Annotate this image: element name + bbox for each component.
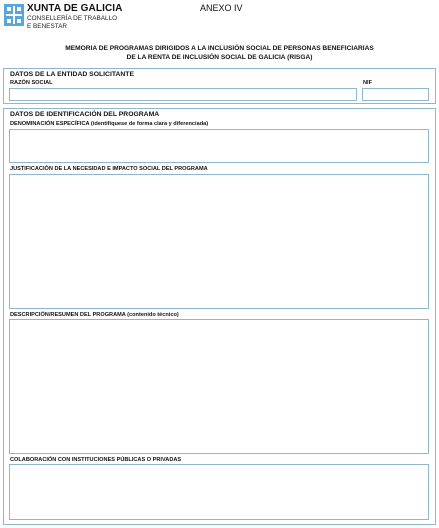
document-title-line-2: DE LA RENTA DE INCLUSIÓN SOCIAL DE GALICIA (RISGA) (126, 54, 313, 61)
document-title (0, 44, 439, 62)
razon-social-label: RAZÓN SOCIAL (10, 80, 53, 86)
entity-section-title: DATOS DE LA ENTIDAD SOLICITANTE (10, 71, 134, 78)
descripcion-field[interactable] (9, 319, 429, 454)
department-name (27, 15, 117, 30)
justificacion-field[interactable] (9, 174, 429, 309)
nif-field[interactable] (362, 88, 429, 101)
denominacion-label: DENOMINACIÓN ESPECÍFICA (identifíquese de forma clara y diferenciada) (10, 121, 209, 127)
annex-label: ANEXO IV (200, 3, 243, 13)
descripcion-label: DESCRIPCIÓN/RESUMEN DEL PROGRAMA (contenido técnico) (10, 312, 179, 318)
department-line-2: E BENESTAR (27, 22, 68, 30)
xunta-logo-icon (4, 4, 24, 26)
department-line-1: CONSELLERÍA DE TRABALLO (27, 15, 118, 22)
org-name: XUNTA DE GALICIA (27, 3, 123, 14)
program-section-title: DATOS DE IDENTIFICACIÓN DEL PROGRAMA (10, 111, 160, 118)
denominacion-field[interactable] (9, 129, 429, 163)
razon-social-field[interactable] (9, 88, 357, 101)
nif-label: NIF (363, 80, 373, 86)
justificacion-label: JUSTIFICACIÓN DE LA NECESIDAD E IMPACTO SOCIAL DEL PROGRAMA (10, 166, 208, 172)
document-title-line-1: MEMORIA DE PROGRAMAS DIRIGIDOS A LA INCLUSIÓN SOCIAL DE PERSONAS BENEFICIARIAS (65, 45, 374, 52)
colaboracion-label: COLABORACIÓN CON INSTITUCIONES PÚBLICAS O PRIVADAS (10, 457, 182, 463)
colaboracion-field[interactable] (9, 464, 429, 520)
